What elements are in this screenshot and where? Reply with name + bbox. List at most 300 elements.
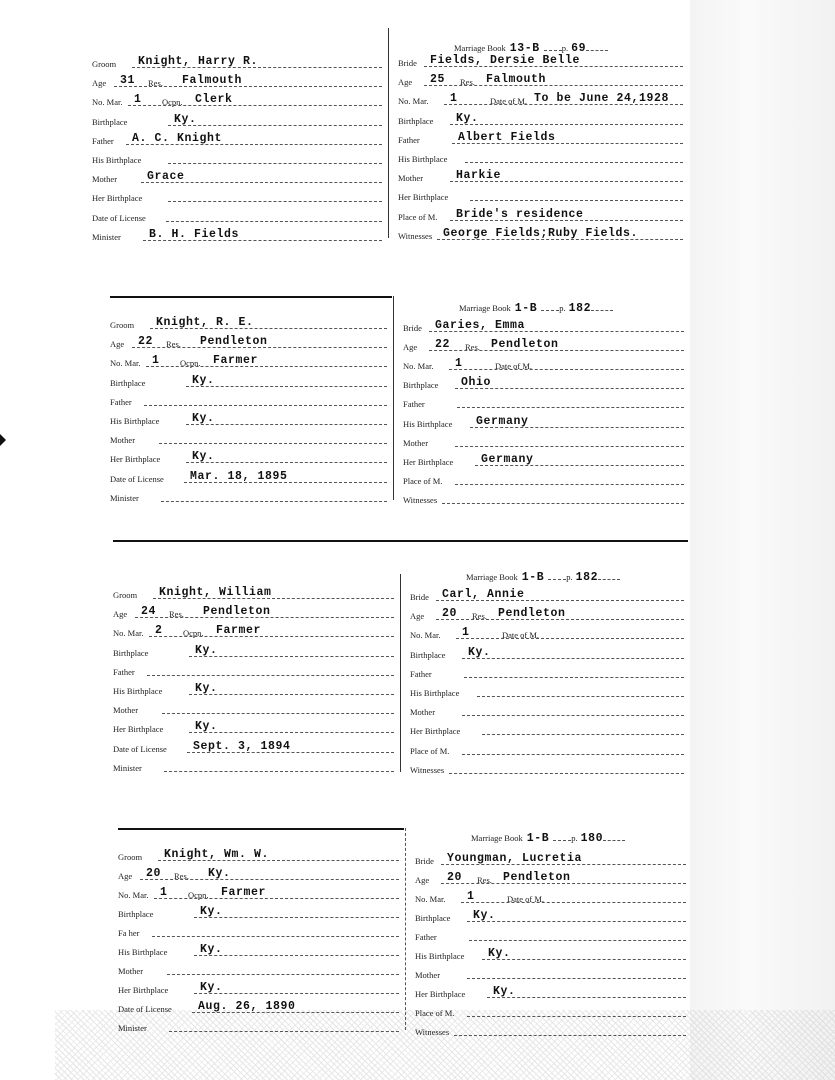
groom-name-value: Knight, William bbox=[159, 586, 272, 599]
bride-age-row bbox=[398, 70, 683, 88]
dotted-fill-line bbox=[455, 484, 684, 485]
groom-father-row bbox=[110, 390, 387, 408]
bride-age-label: Age bbox=[415, 875, 430, 885]
bride-birthplace-row bbox=[403, 373, 684, 391]
groom-date-of-license-row bbox=[118, 997, 399, 1015]
groom-his-birthplace-value: Ky. bbox=[195, 682, 218, 695]
groom-his-birthplace-label: His Birthplace bbox=[118, 947, 168, 957]
groom-date-of-license-value: Mar. 18, 1895 bbox=[190, 469, 288, 483]
bride-res-label: Res. bbox=[472, 611, 487, 622]
dotted-fill-line bbox=[591, 310, 613, 311]
bride-age-label: Age bbox=[410, 611, 425, 622]
page-marker-arrow bbox=[0, 434, 6, 446]
bride-mother-label: Mother bbox=[415, 970, 441, 980]
groom-date-of-license-row bbox=[92, 206, 382, 224]
groom-father-row bbox=[118, 921, 399, 939]
bride-name-value: Youngman, Lucretia bbox=[447, 852, 583, 865]
bride-her-birthplace-value: Germany bbox=[481, 452, 534, 466]
bride-his-birthplace-label: His Birthplace bbox=[398, 154, 448, 164]
bride-name-row bbox=[415, 849, 686, 867]
bride-res-label: Res. bbox=[477, 875, 492, 885]
groom-date-of-license-row bbox=[113, 737, 394, 755]
groom-date-of-license-label: Date of License bbox=[113, 743, 167, 754]
groom-birthplace-row bbox=[92, 110, 382, 128]
groom-name-label: Groom bbox=[113, 590, 138, 600]
groom-father-row bbox=[92, 129, 382, 147]
bride-birthplace-value: Ky. bbox=[468, 645, 491, 659]
dotted-fill-line bbox=[152, 936, 399, 937]
bride-witnesses-label: Witnesses bbox=[403, 494, 438, 505]
groom-ocpn-value: Farmer bbox=[221, 886, 267, 899]
groom-minister-row bbox=[113, 756, 394, 774]
groom-date-of-license-row bbox=[110, 467, 387, 485]
groom-res-value: Pendleton bbox=[203, 605, 271, 619]
bride-mother-row bbox=[415, 963, 686, 981]
groom-age-label: Age bbox=[113, 609, 128, 620]
groom-his-birthplace-row bbox=[118, 940, 399, 958]
bride-name-label: Bride bbox=[415, 856, 434, 866]
groom-her-birthplace-label: Her Birthplace bbox=[92, 193, 143, 204]
groom-res-value: Pendleton bbox=[200, 335, 268, 349]
marriage-book-label: Marriage Book bbox=[471, 833, 523, 843]
bride-mother-value: Harkie bbox=[456, 169, 502, 183]
page-value: 182 bbox=[568, 302, 592, 315]
groom-date-of-license-value: Sept. 3, 1894 bbox=[193, 739, 291, 753]
groom-mother-row bbox=[110, 428, 387, 446]
dotted-fill-line bbox=[189, 656, 394, 657]
dotted-fill-line bbox=[467, 921, 686, 922]
bride-age-label: Age bbox=[398, 77, 413, 88]
groom-ocpn-label: Ocpn. bbox=[180, 358, 201, 369]
dotted-fill-line bbox=[464, 677, 684, 678]
bride-place-of-m-label: Place of M. bbox=[415, 1008, 455, 1018]
groom-birthplace-label: Birthplace bbox=[118, 909, 154, 919]
bride-father-value: Albert Fields bbox=[458, 130, 556, 144]
dotted-fill-line bbox=[469, 940, 686, 941]
groom-no-mar-row bbox=[118, 883, 399, 901]
bride-witnesses-label: Witnesses bbox=[410, 764, 445, 775]
dotted-fill-line bbox=[548, 579, 566, 580]
groom-his-birthplace-value: Ky. bbox=[192, 412, 215, 425]
groom-his-birthplace-label: His Birthplace bbox=[92, 155, 142, 165]
groom-his-birthplace-value: Ky. bbox=[200, 943, 223, 956]
groom-ocpn-value: Farmer bbox=[216, 624, 262, 638]
groom-name-value: Knight, Harry R. bbox=[138, 55, 259, 68]
dotted-fill-line bbox=[470, 200, 683, 201]
groom-no-mar-row bbox=[113, 621, 394, 639]
groom-age-value: 24 bbox=[141, 605, 157, 619]
groom-minister-row bbox=[92, 225, 382, 243]
dotted-fill-line bbox=[189, 694, 394, 695]
groom-father-row bbox=[113, 660, 394, 678]
groom-mother-label: Mother bbox=[118, 966, 144, 976]
dotted-fill-line bbox=[477, 696, 684, 697]
groom-mother-label: Mother bbox=[92, 174, 118, 185]
dotted-fill-line bbox=[598, 579, 620, 580]
record-separator-rule bbox=[118, 828, 404, 830]
dotted-fill-line bbox=[147, 675, 394, 676]
groom-no-mar-value: 1 bbox=[134, 93, 142, 107]
groom-name-value: Knight, R. E. bbox=[156, 316, 254, 329]
bride-place-of-m-value: Bride's residence bbox=[456, 207, 584, 221]
bride-birthplace-value: Ky. bbox=[456, 111, 479, 125]
bride-date-of-m-label: Date of M. bbox=[502, 630, 540, 641]
bride-birthplace-label: Birthplace bbox=[403, 380, 439, 391]
groom-birthplace-row bbox=[118, 902, 399, 920]
groom-age-row bbox=[110, 332, 387, 350]
groom-age-label: Age bbox=[118, 871, 133, 881]
groom-her-birthplace-label: Her Birthplace bbox=[110, 454, 161, 465]
bride-her-birthplace-row bbox=[403, 450, 684, 468]
bride-her-birthplace-label: Her Birthplace bbox=[398, 192, 449, 203]
groom-age-row bbox=[92, 71, 382, 89]
scan-right-margin bbox=[690, 0, 835, 1080]
groom-age-value: 20 bbox=[146, 867, 162, 880]
dotted-fill-line bbox=[457, 407, 684, 408]
groom-ocpn-label: Ocpn. bbox=[162, 97, 183, 108]
marriage-book-value: 1-B bbox=[526, 832, 550, 845]
groom-mother-value: Grace bbox=[147, 170, 185, 184]
groom-res-value: Ky. bbox=[208, 867, 231, 880]
column-divider bbox=[405, 828, 406, 1030]
groom-name-label: Groom bbox=[110, 320, 135, 330]
groom-name-label: Groom bbox=[118, 852, 143, 862]
bride-no-mar-value: 1 bbox=[462, 626, 470, 640]
groom-birthplace-row bbox=[110, 371, 387, 389]
bride-no-mar-value: 1 bbox=[455, 357, 463, 371]
bride-father-row bbox=[398, 128, 683, 146]
bride-age-row bbox=[415, 868, 686, 886]
groom-name-row bbox=[92, 52, 382, 70]
dotted-fill-line bbox=[456, 638, 684, 639]
groom-res-label: Res. bbox=[174, 871, 189, 881]
bride-res-value: Falmouth bbox=[486, 73, 547, 87]
groom-minister-value: B. H. Fields bbox=[149, 227, 240, 241]
record-separator-rule bbox=[110, 296, 392, 298]
groom-his-birthplace-row bbox=[110, 409, 387, 427]
groom-mother-row bbox=[113, 698, 394, 716]
page-value: 180 bbox=[580, 832, 604, 845]
marriage-book-label: Marriage Book bbox=[454, 43, 506, 53]
page-label: p. bbox=[566, 572, 573, 582]
groom-minister-row bbox=[118, 1016, 399, 1034]
dotted-fill-line bbox=[467, 978, 686, 979]
dotted-fill-line bbox=[603, 840, 625, 841]
groom-name-row bbox=[110, 313, 387, 331]
dotted-fill-line bbox=[144, 405, 387, 406]
groom-her-birthplace-row bbox=[113, 717, 394, 735]
dotted-fill-line bbox=[162, 713, 394, 714]
dotted-fill-line bbox=[442, 503, 684, 504]
groom-ocpn-label: Ocpn. bbox=[188, 890, 209, 900]
marriage-book-line bbox=[471, 828, 625, 845]
bride-no-mar-row bbox=[410, 623, 684, 641]
page-value: 182 bbox=[575, 571, 599, 584]
dotted-fill-line bbox=[462, 715, 684, 716]
dotted-fill-line bbox=[168, 201, 382, 202]
bride-his-birthplace-value: Ky. bbox=[488, 947, 511, 960]
bride-birthplace-value: Ohio bbox=[461, 376, 492, 390]
bride-birthplace-label: Birthplace bbox=[398, 115, 434, 126]
groom-mother-label: Mother bbox=[113, 705, 139, 716]
bride-witnesses-row bbox=[398, 224, 683, 242]
dotted-fill-line bbox=[194, 917, 399, 918]
dotted-fill-line bbox=[482, 734, 684, 735]
bride-name-value: Garies, Emma bbox=[435, 319, 526, 332]
dotted-fill-line bbox=[461, 902, 686, 903]
groom-father-label: Father bbox=[113, 666, 135, 677]
dotted-fill-line bbox=[189, 732, 394, 733]
dotted-fill-line bbox=[462, 754, 684, 755]
groom-minister-label: Minister bbox=[110, 492, 139, 503]
bride-his-birthplace-row bbox=[398, 147, 683, 165]
groom-father-label: Father bbox=[92, 135, 114, 146]
bride-witnesses-value: George Fields;Ruby Fields. bbox=[443, 226, 639, 240]
groom-age-row bbox=[118, 864, 399, 882]
bride-his-birthplace-row bbox=[410, 681, 684, 699]
bride-mother-label: Mother bbox=[410, 707, 436, 718]
bride-date-of-m-label: Date of M. bbox=[490, 96, 528, 107]
dotted-fill-line bbox=[455, 446, 684, 447]
page-value: 69 bbox=[571, 42, 587, 55]
dotted-fill-line bbox=[449, 369, 684, 370]
bride-res-value: Pendleton bbox=[491, 338, 559, 352]
dotted-fill-line bbox=[166, 221, 382, 222]
bride-birthplace-row bbox=[415, 906, 686, 924]
bride-mother-label: Mother bbox=[398, 173, 424, 184]
groom-age-row bbox=[113, 602, 394, 620]
groom-res-label: Res. bbox=[166, 339, 181, 350]
bride-father-label: Father bbox=[410, 668, 432, 679]
groom-her-birthplace-row bbox=[92, 186, 382, 204]
groom-her-birthplace-row bbox=[110, 447, 387, 465]
bride-res-label: Res. bbox=[465, 342, 480, 353]
groom-no-mar-value: 2 bbox=[155, 624, 163, 638]
bride-name-row bbox=[398, 51, 683, 69]
groom-ocpn-value: Clerk bbox=[195, 93, 233, 107]
bride-father-row bbox=[410, 662, 684, 680]
bride-mother-row bbox=[410, 700, 684, 718]
bride-his-birthplace-row bbox=[403, 412, 684, 430]
dotted-fill-line bbox=[450, 124, 683, 125]
bride-father-label: Father bbox=[415, 932, 437, 942]
bride-birthplace-value: Ky. bbox=[473, 909, 496, 922]
marriage-book-value: 13-B bbox=[509, 42, 540, 55]
marriage-book-value: 1-B bbox=[521, 571, 545, 584]
page-label: p. bbox=[571, 833, 578, 843]
record-separator-rule bbox=[113, 540, 688, 542]
groom-birthplace-value: Ky. bbox=[195, 643, 218, 657]
marriage-book-label: Marriage Book bbox=[466, 572, 518, 582]
dotted-fill-line bbox=[159, 443, 387, 444]
marriage-book-line bbox=[466, 567, 620, 584]
bride-res-value: Pendleton bbox=[498, 607, 566, 621]
dotted-fill-line bbox=[541, 310, 559, 311]
groom-res-label: Res. bbox=[148, 78, 163, 89]
groom-no-mar-label: No. Mar. bbox=[118, 890, 149, 900]
bride-age-value: 25 bbox=[430, 73, 446, 87]
page-label: p. bbox=[559, 303, 566, 313]
dotted-fill-line bbox=[186, 462, 387, 463]
bride-her-birthplace-row bbox=[415, 982, 686, 1000]
groom-birthplace-value: Ky. bbox=[200, 905, 223, 918]
bride-name-label: Bride bbox=[403, 323, 422, 333]
groom-name-row bbox=[118, 845, 399, 863]
bride-her-birthplace-row bbox=[398, 185, 683, 203]
bride-her-birthplace-label: Her Birthplace bbox=[410, 726, 461, 737]
bride-place-of-m-row bbox=[398, 205, 683, 223]
bride-his-birthplace-row bbox=[415, 944, 686, 962]
bride-age-value: 20 bbox=[447, 871, 463, 884]
groom-no-mar-value: 1 bbox=[152, 354, 160, 368]
bride-res-label: Res. bbox=[460, 77, 475, 88]
bride-birthplace-row bbox=[398, 109, 683, 127]
bride-father-label: Father bbox=[398, 134, 420, 145]
bride-father-row bbox=[415, 925, 686, 943]
bride-age-label: Age bbox=[403, 342, 418, 353]
scan-left-margin bbox=[0, 0, 55, 1080]
bride-place-of-m-label: Place of M. bbox=[403, 475, 443, 486]
groom-birthplace-row bbox=[113, 641, 394, 659]
groom-his-birthplace-row bbox=[113, 679, 394, 697]
bride-no-mar-row bbox=[415, 887, 686, 905]
bride-birthplace-row bbox=[410, 643, 684, 661]
bride-place-of-m-row bbox=[415, 1001, 686, 1019]
bride-no-mar-value: 1 bbox=[450, 92, 458, 106]
groom-his-birthplace-label: His Birthplace bbox=[113, 686, 163, 696]
bride-place-of-m-label: Place of M. bbox=[398, 211, 438, 222]
groom-name-value: Knight, Wm. W. bbox=[164, 848, 270, 861]
bride-place-of-m-label: Place of M. bbox=[410, 745, 450, 756]
bride-age-value: 20 bbox=[442, 607, 458, 621]
groom-no-mar-value: 1 bbox=[160, 886, 168, 899]
groom-no-mar-label: No. Mar. bbox=[113, 628, 144, 639]
groom-date-of-license-label: Date of License bbox=[118, 1004, 172, 1014]
groom-date-of-license-value: Aug. 26, 1890 bbox=[198, 1000, 296, 1013]
bride-name-row bbox=[410, 585, 684, 603]
groom-birthplace-label: Birthplace bbox=[110, 377, 146, 388]
marriage-book-line bbox=[459, 298, 613, 315]
bride-her-birthplace-label: Her Birthplace bbox=[415, 989, 466, 999]
bride-her-birthplace-value: Ky. bbox=[493, 985, 516, 998]
bride-father-row bbox=[403, 392, 684, 410]
groom-birthplace-label: Birthplace bbox=[113, 647, 149, 658]
bride-no-mar-value: 1 bbox=[467, 890, 475, 903]
marriage-book-line bbox=[454, 38, 608, 55]
bride-witnesses-row bbox=[410, 758, 684, 776]
bride-name-label: Bride bbox=[410, 592, 429, 602]
groom-mother-row bbox=[118, 959, 399, 977]
bride-birthplace-label: Birthplace bbox=[415, 913, 451, 923]
bride-name-row bbox=[403, 316, 684, 334]
groom-minister-label: Minister bbox=[118, 1023, 147, 1033]
groom-name-row bbox=[113, 583, 394, 601]
dotted-fill-line bbox=[465, 162, 683, 163]
groom-date-of-license-label: Date of License bbox=[92, 212, 146, 223]
bride-her-birthplace-label: Her Birthplace bbox=[403, 456, 454, 467]
groom-her-birthplace-row bbox=[118, 978, 399, 996]
groom-father-label: Father bbox=[110, 396, 132, 407]
marriage-book-value: 1-B bbox=[514, 302, 538, 315]
bride-place-of-m-row bbox=[410, 739, 684, 757]
groom-her-birthplace-label: Her Birthplace bbox=[118, 985, 169, 995]
dotted-fill-line bbox=[164, 771, 394, 772]
bride-birthplace-label: Birthplace bbox=[410, 649, 446, 660]
groom-her-birthplace-value: Ky. bbox=[192, 450, 215, 464]
groom-birthplace-value: Ky. bbox=[192, 373, 215, 387]
bride-no-mar-label: No. Mar. bbox=[410, 630, 441, 641]
bride-age-row bbox=[403, 335, 684, 353]
groom-no-mar-label: No. Mar. bbox=[92, 97, 123, 108]
groom-birthplace-value: Ky. bbox=[174, 112, 197, 126]
dotted-fill-line bbox=[449, 773, 684, 774]
dotted-fill-line bbox=[462, 658, 684, 659]
dotted-fill-line bbox=[194, 993, 399, 994]
groom-mother-label: Mother bbox=[110, 435, 136, 446]
bride-his-birthplace-label: His Birthplace bbox=[410, 688, 460, 698]
groom-minister-label: Minister bbox=[113, 762, 142, 773]
dotted-fill-line bbox=[168, 163, 382, 164]
groom-age-label: Age bbox=[110, 339, 125, 350]
groom-ocpn-value: Farmer bbox=[213, 354, 259, 368]
dotted-fill-line bbox=[169, 1031, 399, 1032]
bride-witnesses-row bbox=[403, 488, 684, 506]
groom-his-birthplace-row bbox=[92, 148, 382, 166]
dotted-fill-line bbox=[454, 1035, 686, 1036]
groom-age-label: Age bbox=[92, 78, 107, 89]
page-label: p. bbox=[561, 43, 569, 53]
bride-mother-row bbox=[403, 431, 684, 449]
bride-name-value: Fields, Dersie Belle bbox=[430, 54, 581, 67]
groom-her-birthplace-value: Ky. bbox=[195, 720, 218, 734]
bride-no-mar-row bbox=[398, 89, 683, 107]
groom-mother-row bbox=[92, 167, 382, 185]
column-divider bbox=[400, 574, 401, 772]
groom-minister-row bbox=[110, 486, 387, 504]
groom-age-value: 22 bbox=[138, 335, 154, 349]
groom-no-mar-label: No. Mar. bbox=[110, 358, 141, 369]
groom-her-birthplace-label: Her Birthplace bbox=[113, 724, 164, 735]
groom-name-label: Groom bbox=[92, 59, 117, 69]
marriage-book-label: Marriage Book bbox=[459, 303, 511, 313]
bride-date-of-m-label: Date of M. bbox=[507, 894, 545, 904]
groom-her-birthplace-value: Ky. bbox=[200, 981, 223, 994]
dotted-fill-line bbox=[161, 501, 387, 502]
bride-date-of-m-value: To be June 24,1928 bbox=[534, 92, 670, 106]
dotted-fill-line bbox=[553, 840, 571, 841]
bride-no-mar-label: No. Mar. bbox=[398, 96, 429, 107]
groom-ocpn-label: Ocpn. bbox=[183, 628, 204, 639]
groom-minister-label: Minister bbox=[92, 231, 121, 242]
bride-no-mar-label: No. Mar. bbox=[403, 361, 434, 372]
dotted-fill-line bbox=[167, 974, 399, 975]
groom-birthplace-label: Birthplace bbox=[92, 116, 128, 127]
groom-father-value: A. C. Knight bbox=[132, 131, 223, 145]
groom-res-label: Res. bbox=[169, 609, 184, 620]
bride-name-label: Bride bbox=[398, 58, 417, 68]
bride-age-value: 22 bbox=[435, 338, 451, 352]
bride-mother-label: Mother bbox=[403, 437, 429, 448]
bride-his-birthplace-label: His Birthplace bbox=[415, 951, 465, 961]
column-divider bbox=[393, 296, 394, 500]
bride-age-row bbox=[410, 604, 684, 622]
bride-res-value: Pendleton bbox=[503, 871, 571, 884]
bride-father-label: Father bbox=[403, 399, 425, 410]
bride-place-of-m-row bbox=[403, 469, 684, 487]
groom-father-label: Fa her bbox=[118, 928, 140, 938]
dotted-fill-line bbox=[168, 125, 382, 126]
groom-date-of-license-label: Date of License bbox=[110, 473, 164, 484]
